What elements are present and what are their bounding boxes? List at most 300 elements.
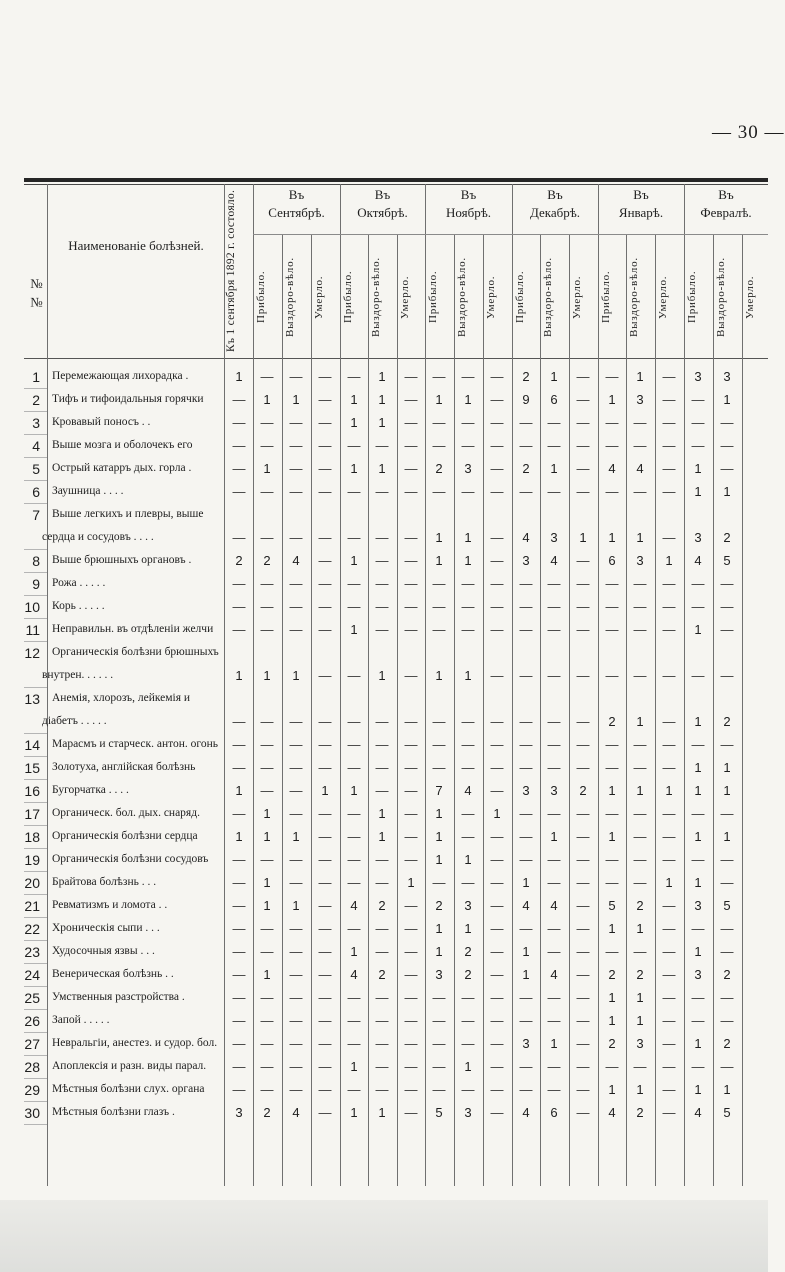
row-number: 12 bbox=[24, 645, 40, 661]
count-cell: — bbox=[605, 438, 619, 453]
count-cell: 5 bbox=[723, 1105, 731, 1120]
count-cell: — bbox=[318, 1013, 332, 1028]
count-cell: — bbox=[461, 875, 475, 890]
count-cell: 2 bbox=[636, 898, 644, 913]
count-cell: — bbox=[633, 944, 647, 959]
count-cell: — bbox=[576, 484, 590, 499]
count-cell: — bbox=[260, 990, 274, 1005]
number-column-header: № № bbox=[29, 276, 44, 310]
count-cell: — bbox=[605, 852, 619, 867]
count-cell: — bbox=[318, 852, 332, 867]
table-row bbox=[24, 895, 768, 918]
disease-name: Тифъ и тифоидальныя горячки bbox=[52, 393, 204, 405]
count-cell: — bbox=[633, 415, 647, 430]
count-cell: — bbox=[318, 1036, 332, 1051]
count-cell: — bbox=[375, 990, 389, 1005]
count-cell: — bbox=[232, 737, 246, 752]
table-row bbox=[24, 1056, 768, 1079]
count-cell: — bbox=[662, 806, 676, 821]
count-cell: — bbox=[519, 1082, 533, 1097]
month-header-rule bbox=[425, 234, 512, 235]
count-cell: — bbox=[318, 737, 332, 752]
table-row bbox=[24, 550, 768, 573]
count-cell: — bbox=[232, 461, 246, 476]
count-cell: — bbox=[404, 852, 418, 867]
month-name: Декабрѣ. bbox=[529, 205, 581, 220]
disease-name: Невральгіи, анестез. и судор. бол. bbox=[52, 1037, 218, 1049]
count-cell: — bbox=[576, 829, 590, 844]
count-cell: — bbox=[260, 714, 274, 729]
count-cell: — bbox=[576, 415, 590, 430]
count-cell: — bbox=[432, 1082, 446, 1097]
count-cell: — bbox=[347, 737, 361, 752]
sub-column-header: Прибыло. bbox=[600, 270, 612, 324]
disease-name: Апоплексія и разн. виды парал. bbox=[52, 1060, 207, 1072]
month-preposition: Въ bbox=[460, 187, 477, 202]
month-name: Сентябрѣ. bbox=[268, 205, 325, 220]
count-cell: — bbox=[432, 484, 446, 499]
count-cell: — bbox=[576, 461, 590, 476]
disease-name: Выше брюшныхъ органовъ . bbox=[52, 554, 192, 566]
table-row bbox=[24, 918, 768, 941]
row-number: 7 bbox=[32, 507, 40, 523]
count-cell: — bbox=[404, 829, 418, 844]
count-cell: 1 bbox=[435, 392, 443, 407]
count-cell: 1 bbox=[694, 484, 702, 499]
count-cell: — bbox=[576, 1105, 590, 1120]
count-cell: — bbox=[605, 737, 619, 752]
count-cell: — bbox=[347, 369, 361, 384]
count-cell: — bbox=[432, 1013, 446, 1028]
count-cell: — bbox=[432, 1036, 446, 1051]
count-cell: — bbox=[547, 944, 561, 959]
count-cell: — bbox=[547, 415, 561, 430]
count-cell: — bbox=[347, 1036, 361, 1051]
count-cell: — bbox=[605, 668, 619, 683]
count-cell: — bbox=[662, 392, 676, 407]
count-cell: 3 bbox=[464, 898, 472, 913]
row-number: 4 bbox=[32, 438, 40, 454]
count-cell: — bbox=[720, 668, 734, 683]
count-cell: — bbox=[547, 806, 561, 821]
count-cell: — bbox=[260, 1036, 274, 1051]
count-cell: 3 bbox=[235, 1105, 243, 1120]
count-cell: — bbox=[318, 415, 332, 430]
count-cell: — bbox=[490, 1013, 504, 1028]
month-name: Ноябрѣ. bbox=[445, 205, 492, 220]
count-cell: — bbox=[547, 875, 561, 890]
count-cell: — bbox=[490, 553, 504, 568]
count-cell: — bbox=[490, 599, 504, 614]
count-cell: — bbox=[633, 484, 647, 499]
count-cell: 3 bbox=[694, 530, 702, 545]
top-thick-rule bbox=[24, 178, 768, 182]
row-number: 29 bbox=[24, 1082, 40, 1098]
count-cell: — bbox=[375, 737, 389, 752]
count-cell: 2 bbox=[608, 1036, 616, 1051]
count-cell: — bbox=[633, 438, 647, 453]
count-cell: — bbox=[633, 875, 647, 890]
count-cell: 2 bbox=[435, 898, 443, 913]
table-row bbox=[24, 1033, 768, 1056]
disease-name: Худосочныя язвы . . . bbox=[52, 945, 155, 957]
count-cell: — bbox=[432, 369, 446, 384]
count-cell: — bbox=[289, 1013, 303, 1028]
disease-name: Органическ. бол. дых. снаряд. bbox=[52, 807, 200, 819]
count-cell: — bbox=[633, 576, 647, 591]
count-cell: 1 bbox=[350, 392, 358, 407]
count-cell: — bbox=[547, 990, 561, 1005]
count-cell: — bbox=[720, 852, 734, 867]
count-cell: — bbox=[633, 806, 647, 821]
disease-name: сердца и сосудовъ . . . . bbox=[42, 531, 154, 543]
count-cell: 4 bbox=[464, 783, 472, 798]
count-cell: 4 bbox=[350, 967, 358, 982]
count-cell: 1 bbox=[378, 829, 386, 844]
month-header-rule bbox=[598, 234, 684, 235]
count-cell: — bbox=[318, 461, 332, 476]
count-cell: — bbox=[490, 1082, 504, 1097]
count-cell: 1 bbox=[263, 875, 271, 890]
month-header bbox=[340, 186, 425, 230]
disease-name: Кровавый поносъ . . bbox=[52, 416, 151, 428]
disease-name: діабетъ . . . . . bbox=[42, 715, 107, 727]
count-cell: — bbox=[461, 576, 475, 591]
count-cell: — bbox=[318, 599, 332, 614]
count-cell: 1 bbox=[723, 760, 731, 775]
disease-name: Рожа . . . . . bbox=[52, 577, 106, 589]
count-cell: — bbox=[432, 622, 446, 637]
count-cell: — bbox=[404, 1013, 418, 1028]
count-cell: 1 bbox=[350, 553, 358, 568]
count-cell: 1 bbox=[579, 530, 587, 545]
count-cell: 9 bbox=[522, 392, 530, 407]
table-row bbox=[24, 642, 768, 688]
count-cell: — bbox=[576, 967, 590, 982]
disease-name: Органическія болѣзни брюшныхъ bbox=[52, 646, 219, 658]
count-cell: 1 bbox=[608, 783, 616, 798]
count-cell: — bbox=[490, 967, 504, 982]
sub-column-header: Умерло. bbox=[571, 275, 583, 319]
count-cell: — bbox=[260, 622, 274, 637]
count-cell: — bbox=[691, 1013, 705, 1028]
count-cell: — bbox=[490, 1036, 504, 1051]
count-cell: — bbox=[691, 668, 705, 683]
count-cell: 4 bbox=[550, 553, 558, 568]
count-cell: — bbox=[318, 438, 332, 453]
table-row bbox=[24, 964, 768, 987]
count-cell: — bbox=[662, 852, 676, 867]
count-cell: — bbox=[289, 599, 303, 614]
count-cell: — bbox=[605, 599, 619, 614]
row-number: 24 bbox=[24, 967, 40, 983]
count-cell: — bbox=[662, 898, 676, 913]
count-cell: 3 bbox=[636, 392, 644, 407]
count-cell: 1 bbox=[435, 553, 443, 568]
count-cell: 3 bbox=[464, 1105, 472, 1120]
table-row bbox=[24, 1102, 768, 1125]
count-cell: 1 bbox=[665, 783, 673, 798]
count-cell: — bbox=[404, 990, 418, 1005]
month-preposition: Въ bbox=[374, 187, 391, 202]
sub-column-header: Умерло. bbox=[399, 275, 411, 319]
count-cell: — bbox=[633, 668, 647, 683]
count-cell: — bbox=[318, 921, 332, 936]
count-cell: — bbox=[691, 599, 705, 614]
count-cell: — bbox=[519, 438, 533, 453]
count-cell: 1 bbox=[464, 852, 472, 867]
count-cell: 6 bbox=[550, 392, 558, 407]
count-cell: — bbox=[318, 760, 332, 775]
table-row bbox=[24, 1079, 768, 1102]
sub-column-header: Выздоро-вѣло. bbox=[284, 257, 296, 337]
count-cell: 1 bbox=[292, 829, 300, 844]
count-cell: — bbox=[375, 1013, 389, 1028]
row-number: 30 bbox=[24, 1105, 40, 1121]
count-cell: — bbox=[490, 484, 504, 499]
count-cell: — bbox=[662, 576, 676, 591]
count-cell: — bbox=[375, 438, 389, 453]
count-cell: — bbox=[461, 1036, 475, 1051]
count-cell: — bbox=[260, 852, 274, 867]
count-cell: — bbox=[691, 806, 705, 821]
count-cell: 1 bbox=[608, 1082, 616, 1097]
count-cell: 5 bbox=[608, 898, 616, 913]
count-cell: — bbox=[232, 392, 246, 407]
count-cell: 2 bbox=[263, 553, 271, 568]
count-cell: — bbox=[605, 1059, 619, 1074]
sub-column-header: Прибыло. bbox=[255, 270, 267, 324]
count-cell: — bbox=[347, 668, 361, 683]
count-cell: 2 bbox=[723, 530, 731, 545]
count-cell: 4 bbox=[522, 898, 530, 913]
count-cell: — bbox=[318, 392, 332, 407]
count-cell: — bbox=[576, 898, 590, 913]
count-cell: 1 bbox=[235, 829, 243, 844]
count-cell: — bbox=[404, 530, 418, 545]
count-cell: 1 bbox=[694, 622, 702, 637]
count-cell: 3 bbox=[723, 369, 731, 384]
count-cell: — bbox=[720, 622, 734, 637]
count-cell: 5 bbox=[723, 898, 731, 913]
count-cell: — bbox=[318, 484, 332, 499]
count-cell: — bbox=[605, 415, 619, 430]
count-cell: — bbox=[232, 714, 246, 729]
count-cell: 2 bbox=[378, 898, 386, 913]
count-cell: 1 bbox=[435, 944, 443, 959]
table-row bbox=[24, 734, 768, 757]
row-number: 9 bbox=[32, 576, 40, 592]
count-cell: — bbox=[404, 668, 418, 683]
table-row bbox=[24, 619, 768, 642]
count-cell: — bbox=[404, 944, 418, 959]
count-cell: — bbox=[633, 1059, 647, 1074]
count-cell: — bbox=[260, 760, 274, 775]
count-cell: 1 bbox=[263, 668, 271, 683]
month-preposition: Въ bbox=[718, 187, 734, 202]
count-cell: — bbox=[318, 553, 332, 568]
count-cell: — bbox=[691, 1059, 705, 1074]
month-header-rule bbox=[340, 234, 425, 235]
count-cell: 3 bbox=[522, 553, 530, 568]
count-cell: — bbox=[318, 967, 332, 982]
count-cell: — bbox=[691, 392, 705, 407]
count-cell: — bbox=[347, 599, 361, 614]
count-cell: 1 bbox=[292, 668, 300, 683]
count-cell: 2 bbox=[723, 1036, 731, 1051]
count-cell: — bbox=[519, 622, 533, 637]
count-cell: 1 bbox=[263, 829, 271, 844]
count-cell: — bbox=[720, 576, 734, 591]
disease-name: Ревматизмъ и ломота . . bbox=[52, 899, 168, 911]
count-cell: 1 bbox=[464, 392, 472, 407]
count-cell: — bbox=[289, 530, 303, 545]
count-cell: — bbox=[547, 760, 561, 775]
count-cell: — bbox=[289, 990, 303, 1005]
count-cell: — bbox=[375, 944, 389, 959]
row-number: 10 bbox=[24, 599, 40, 615]
count-cell: — bbox=[289, 484, 303, 499]
count-cell: — bbox=[260, 737, 274, 752]
count-cell: 2 bbox=[723, 967, 731, 982]
count-cell: — bbox=[318, 530, 332, 545]
count-cell: 5 bbox=[723, 553, 731, 568]
count-cell: — bbox=[662, 369, 676, 384]
month-header-rule bbox=[253, 234, 340, 235]
count-cell: — bbox=[576, 668, 590, 683]
month-name: Октябрѣ. bbox=[357, 205, 408, 220]
disease-name: Венерическая болѣзнь . . bbox=[52, 968, 174, 980]
count-cell: 2 bbox=[235, 553, 243, 568]
count-cell: — bbox=[347, 852, 361, 867]
count-cell: — bbox=[720, 990, 734, 1005]
count-cell: — bbox=[662, 438, 676, 453]
count-cell: 1 bbox=[435, 668, 443, 683]
count-cell: — bbox=[576, 714, 590, 729]
count-cell: — bbox=[375, 714, 389, 729]
count-cell: — bbox=[347, 714, 361, 729]
count-cell: 1 bbox=[464, 921, 472, 936]
count-cell: 1 bbox=[378, 415, 386, 430]
count-cell: — bbox=[289, 760, 303, 775]
count-cell: — bbox=[260, 1013, 274, 1028]
table-row bbox=[24, 389, 768, 412]
count-cell: — bbox=[232, 1082, 246, 1097]
count-cell: — bbox=[519, 1059, 533, 1074]
count-cell: 3 bbox=[522, 1036, 530, 1051]
count-cell: — bbox=[404, 737, 418, 752]
count-cell: — bbox=[662, 990, 676, 1005]
count-cell: — bbox=[461, 829, 475, 844]
count-cell: — bbox=[260, 783, 274, 798]
count-cell: — bbox=[404, 921, 418, 936]
count-cell: — bbox=[375, 760, 389, 775]
sub-column-header: Умерло. bbox=[744, 275, 756, 319]
count-cell: — bbox=[662, 829, 676, 844]
count-cell: 3 bbox=[464, 461, 472, 476]
count-cell: — bbox=[461, 714, 475, 729]
count-cell: — bbox=[519, 599, 533, 614]
count-cell: — bbox=[432, 760, 446, 775]
count-cell: — bbox=[519, 737, 533, 752]
sub-column-header: Выздоро-вѣло. bbox=[628, 257, 640, 337]
count-cell: — bbox=[375, 1059, 389, 1074]
count-cell: 2 bbox=[579, 783, 587, 798]
count-cell: — bbox=[318, 875, 332, 890]
sub-column-header: Умерло. bbox=[485, 275, 497, 319]
row-number: 1 bbox=[32, 369, 40, 385]
count-cell: — bbox=[375, 1036, 389, 1051]
count-cell: — bbox=[289, 461, 303, 476]
count-cell: — bbox=[547, 1059, 561, 1074]
count-cell: 1 bbox=[350, 783, 358, 798]
count-cell: 1 bbox=[493, 806, 501, 821]
count-cell: 1 bbox=[435, 806, 443, 821]
count-cell: — bbox=[232, 484, 246, 499]
count-cell: — bbox=[461, 438, 475, 453]
count-cell: 1 bbox=[378, 806, 386, 821]
count-cell: — bbox=[260, 438, 274, 453]
count-cell: — bbox=[404, 1105, 418, 1120]
count-cell: 6 bbox=[550, 1105, 558, 1120]
count-cell: — bbox=[720, 1013, 734, 1028]
count-cell: — bbox=[720, 461, 734, 476]
disease-name: Бугорчатка . . . . bbox=[52, 784, 129, 796]
table-row bbox=[24, 412, 768, 435]
count-cell: — bbox=[490, 829, 504, 844]
count-cell: — bbox=[461, 484, 475, 499]
count-cell: — bbox=[720, 1059, 734, 1074]
row-number: 25 bbox=[24, 990, 40, 1006]
top-thin-rule bbox=[24, 184, 768, 185]
count-cell: 1 bbox=[723, 484, 731, 499]
count-cell: — bbox=[347, 438, 361, 453]
count-cell: 1 bbox=[550, 1036, 558, 1051]
count-cell: — bbox=[461, 622, 475, 637]
count-cell: — bbox=[232, 599, 246, 614]
disease-name: Брайтова болѣзнь . . . bbox=[52, 876, 157, 888]
count-cell: 3 bbox=[522, 783, 530, 798]
count-cell: 1 bbox=[407, 875, 415, 890]
count-cell: 3 bbox=[694, 898, 702, 913]
count-cell: — bbox=[490, 783, 504, 798]
count-cell: 1 bbox=[263, 967, 271, 982]
row-number: 3 bbox=[32, 415, 40, 431]
count-cell: 2 bbox=[608, 714, 616, 729]
count-cell: 4 bbox=[292, 553, 300, 568]
count-cell: — bbox=[404, 576, 418, 591]
count-cell: — bbox=[662, 1105, 676, 1120]
count-cell: — bbox=[432, 737, 446, 752]
count-cell: 1 bbox=[694, 829, 702, 844]
count-cell: — bbox=[232, 1013, 246, 1028]
count-cell: — bbox=[404, 392, 418, 407]
count-cell: — bbox=[289, 1059, 303, 1074]
count-cell: 1 bbox=[292, 392, 300, 407]
count-cell: — bbox=[347, 875, 361, 890]
count-cell: — bbox=[576, 1036, 590, 1051]
disease-name: Органическія болѣзни сердца bbox=[52, 830, 198, 842]
count-cell: 2 bbox=[723, 714, 731, 729]
count-cell: 1 bbox=[608, 829, 616, 844]
count-cell: — bbox=[662, 1036, 676, 1051]
count-cell: 1 bbox=[665, 553, 673, 568]
page-bottom-shade bbox=[0, 1200, 768, 1272]
count-cell: — bbox=[547, 852, 561, 867]
month-name: Январѣ. bbox=[618, 205, 664, 220]
sub-column-header: Прибыло. bbox=[686, 270, 698, 324]
count-cell: 1 bbox=[292, 898, 300, 913]
